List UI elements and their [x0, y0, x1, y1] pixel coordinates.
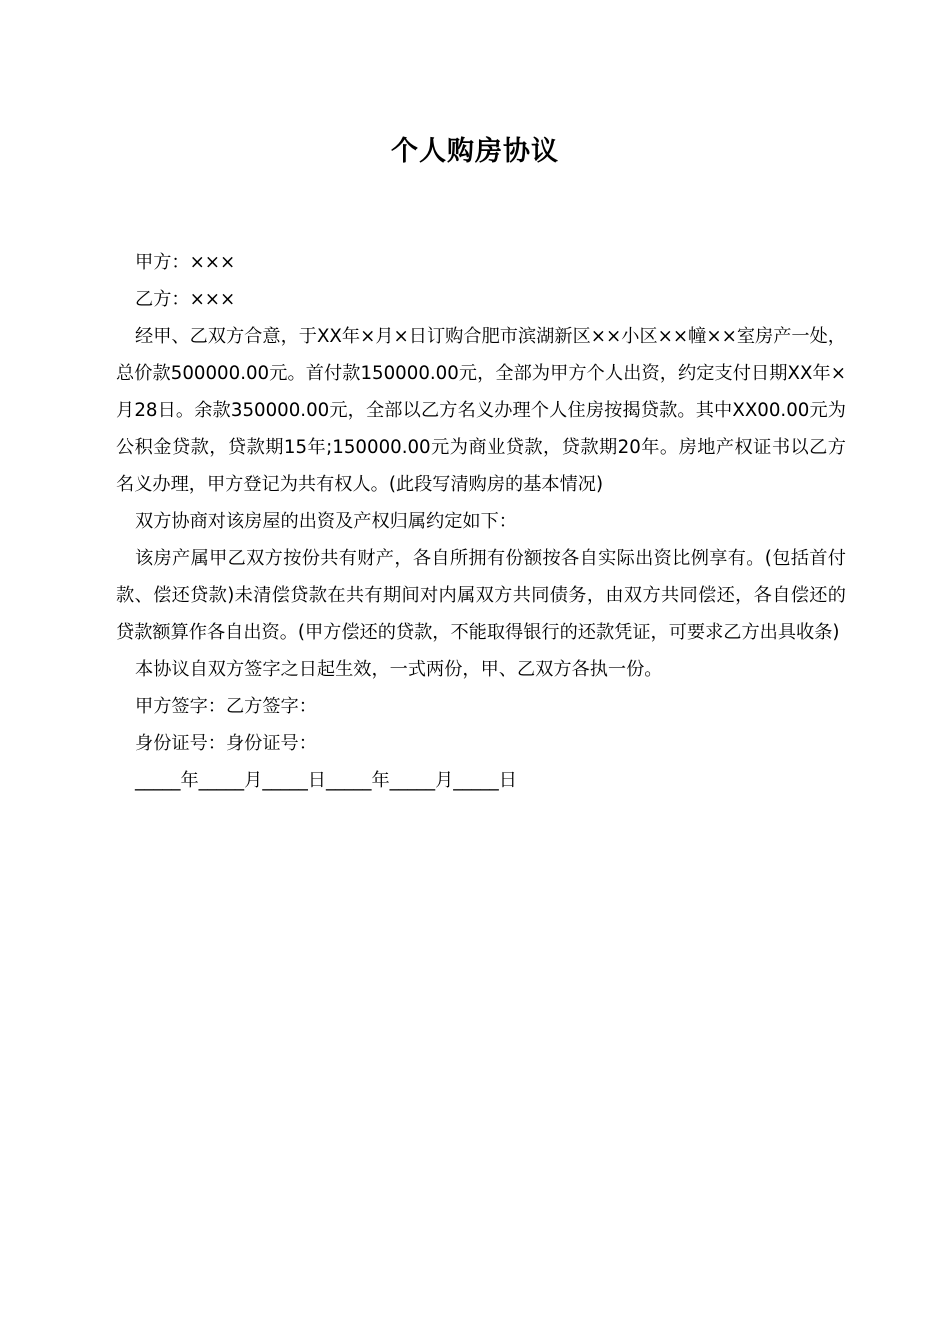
signature-line: 甲方签字：乙方签字： [135, 696, 317, 717]
document-title: 个人购房协议 [391, 136, 559, 167]
date-line: _____年_____月_____日_____年_____月_____日 [135, 770, 517, 791]
ownership-terms-paragraph: 该房产属甲乙双方按份共有财产，各自所拥有份额按各自实际出资比例享有。(包括首付款、偿还贷款)未清偿贷款在共有期间对内属双方共同债务，由双方共同偿还，各自偿还的贷款额算作各自出资。(甲方偿还的贷款，不能取得银行的还款凭证，可要求乙方出具收条) [116, 548, 846, 643]
party-a-line: 甲方：××× [135, 252, 236, 273]
document-body [116, 244, 846, 799]
agreement-lead-line: 双方协商对该房屋的出资及产权归属约定如下： [135, 511, 517, 532]
purchase-details-paragraph: 经甲、乙双方合意，于XX年×月×日订购合肥市滨湖新区××小区××幢××室房产一处，总价款500000.00元。首付款150000.00元，全部为甲方个人出资，约定支付日期XX年×月28日。余款350000.00元，全部以乙方名义办理个人住房按揭贷款。其中XX00.00元为公积金贷款，贷款期15年;150000.00元为商业贷款，贷款期20年。房地产权证书以乙方名义办理，甲方登记为共有权人。(此段写清购房的基本情况) [116, 326, 846, 495]
party-b-line: 乙方：××× [135, 289, 236, 310]
id-number-line: 身份证号：身份证号： [135, 733, 317, 754]
effective-clause-line: 本协议自双方签字之日起生效，一式两份，甲、乙双方各执一份。 [135, 659, 663, 680]
